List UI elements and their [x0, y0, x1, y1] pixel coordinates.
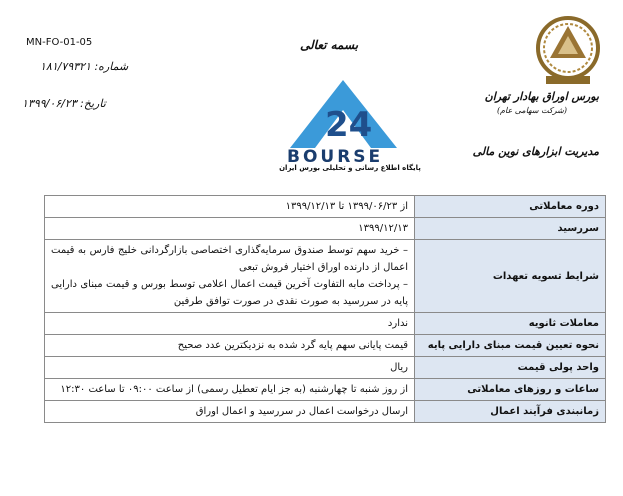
row-label: سررسید	[415, 218, 606, 240]
specifications-table	[44, 195, 606, 423]
row-label: زمانبندی فرآیند اعمال	[415, 401, 606, 423]
row-label: دوره معاملاتی	[415, 196, 606, 218]
row-value: – خرید سهم توسط صندوق سرمایه‌گذاری اختصاصی بازارگردانی خلیج فارس به قیمت اعمال از دارنده اوراق اختیار فروش تبعی – پرداخت مابه التفاوت آخرین قیمت اعمال اعلامی توسط بورس و قیمت مبنای دارایی پایه در سررسید به صورت نقدی در صورت توافق طرفین	[45, 240, 415, 313]
row-value: ندارد	[45, 313, 415, 335]
row-label: شرایط تسویه تعهدات	[415, 240, 606, 313]
row-label: معاملات ثانویه	[415, 313, 606, 335]
table-row	[45, 313, 606, 335]
document-code: MN-FO-01-05	[26, 37, 93, 48]
table-row	[45, 335, 606, 357]
exchange-subtitle: (شرکت سهامی عام)	[496, 106, 567, 115]
logo-caption: پایگاه اطلاع رسانی و تحلیلی بورس ایران	[279, 164, 421, 172]
row-value: از ۱۳۹۹/۰۶/۲۳ تا ۱۳۹۹/۱۲/۱۳	[45, 196, 415, 218]
row-value: ارسال درخواست اعمال در سررسید و اعمال اوراق	[45, 401, 415, 423]
table-row	[45, 240, 606, 313]
row-label: ساعات و روزهای معاملاتی	[415, 379, 606, 401]
table-row	[45, 401, 606, 423]
table-row	[45, 379, 606, 401]
department-name: مدیریت ابزارهای نوین مالی	[472, 145, 599, 158]
table-row	[45, 196, 606, 218]
table-row	[45, 357, 606, 379]
logo-wordmark: BOURSE	[287, 147, 384, 167]
row-value: از روز شنبه تا چهارشنبه (به جز ایام تعطیل رسمی) از ساعت ۰۹:۰۰ تا ساعت ۱۲:۳۰	[45, 379, 415, 401]
row-label: واحد پولی قیمت	[415, 357, 606, 379]
row-value: ریال	[45, 357, 415, 379]
bismillah-heading: بسمه تعالی	[300, 38, 359, 52]
table-row	[45, 218, 606, 240]
row-value: قیمت پایانی سهم پایه گرد شده به نزدیکترین عدد صحیح	[45, 335, 415, 357]
row-value: ۱۳۹۹/۱۲/۱۳	[45, 218, 415, 240]
exchange-name: بورس اوراق بهادار تهران	[484, 90, 599, 103]
letter-date: تاریخ: ۱۳۹۹/۰۶/۲۳	[22, 97, 106, 110]
tehran-stock-exchange-emblem	[532, 10, 604, 90]
svg-text:24: 24	[325, 105, 373, 145]
row-label: نحوه تعیین قیمت مبنای دارایی پایه	[415, 335, 606, 357]
letter-number: شماره: ۱۸۱/۷۹۳۲۱	[40, 60, 129, 73]
